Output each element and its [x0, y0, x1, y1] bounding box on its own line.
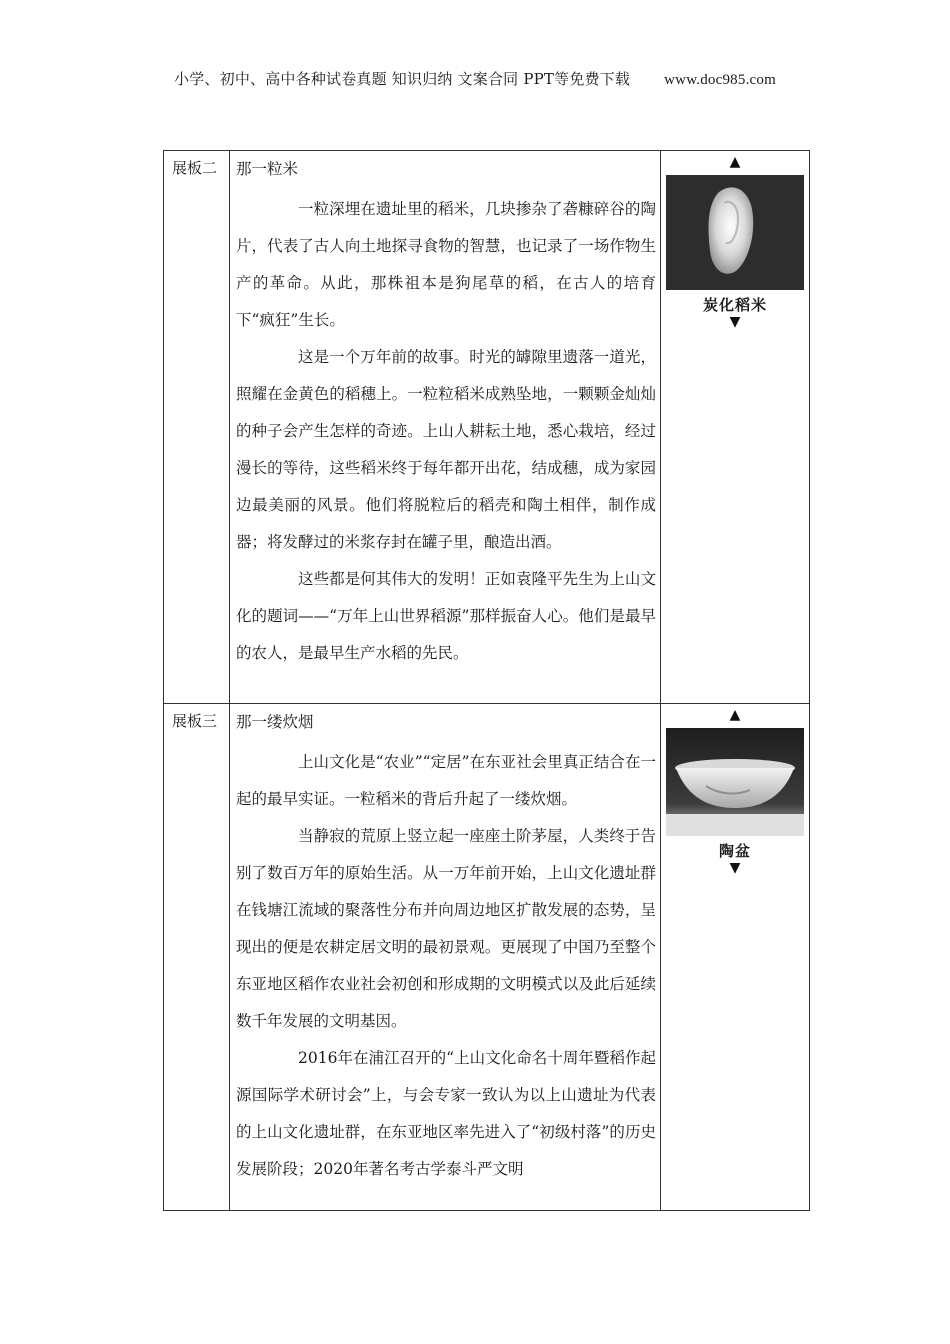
paragraph: 当静寂的荒原上竖立起一座座土阶茅屋，人类终于告别了数百万年的原始生活。从一万年前开始，上山文化遗址群在钱塘江流域的聚落性分布并向周边地区扩散发展的态势，呈现出的便是农耕定居文明的最初景观。更展现了中国乃至整个东亚地区稻作农业社会初创和形成期的文明模式以及此后延续数千年发展的文明基因。 [236, 827, 656, 1030]
board-content-cell [230, 704, 661, 1211]
pottery-basin-photo [666, 728, 804, 836]
paragraph: 这些都是何其伟大的发明！正如袁隆平先生为上山文化的题词——“万年上山世界稻源”那样振奋人心。他们是最早的农人，是最早生产水稻的先民。 [236, 570, 656, 662]
exhibit-table [163, 150, 810, 1211]
header-text: 小学、初中、高中各种试卷真题 知识归纳 文案合同 PPT等免费下载 [174, 70, 631, 88]
paragraph: 2016年在浦江召开的“上山文化命名十周年暨稻作起源国际学术研讨会”上，与会专家一致认为以上山遗址为代表的上山文化遗址群，在东亚地区率先进入了“初级村落”的历史发展阶段；2020年著名考古学泰斗严文明 [236, 1049, 656, 1178]
board-image-cell [661, 151, 810, 704]
board-label-cell [164, 704, 230, 1211]
paragraph: 一粒深埋在遗址里的稻米，几块掺杂了砻糠碎谷的陶片，代表了古人向土地探寻食物的智慧，也记录了一场作物生产的革命。从此，那株祖本是狗尾草的稻，在古人的培育下“疯狂”生长。 [236, 200, 656, 329]
arrow-up-icon: ▲ [729, 707, 741, 723]
image-caption: 陶盆 [718, 842, 751, 860]
carbonized-rice-photo [666, 175, 804, 290]
board-label-cell [164, 151, 230, 704]
board-content-cell [230, 151, 661, 704]
board-row [164, 704, 810, 1211]
board-subtitle: 那一粒米 [236, 160, 299, 178]
board-row [164, 151, 810, 704]
arrow-down-icon: ▼ [729, 860, 741, 876]
carbonized-rice-image [666, 175, 804, 290]
page-header [0, 68, 950, 89]
arrow-up-icon: ▲ [729, 154, 741, 170]
board-image-cell [661, 704, 810, 1211]
paragraph: 上山文化是“农业”“定居”在东亚社会里真正结合在一起的最早实证。一粒稻米的背后升起了一缕炊烟。 [236, 753, 656, 808]
board-label: 展板二 [172, 159, 218, 177]
paragraph: 这是一个万年前的故事。时光的罅隙里遗落一道光，照耀在金黄色的稻穗上。一粒粒稻米成熟坠地，一颗颗金灿灿的种子会产生怎样的奇迹。上山人耕耘土地，悉心栽培，经过漫长的等待，这些稻米终于每年都开出花，结成穗，成为家园边最美丽的风景。他们将脱粒后的稻壳和陶土相伴，制作成器；将发酵过的米浆存封在罐子里，酿造出酒。 [236, 348, 656, 551]
image-caption: 炭化稻米 [702, 296, 767, 314]
arrow-down-icon: ▼ [729, 314, 741, 330]
pottery-basin-image [666, 728, 804, 836]
header-site: www.doc985.com [664, 72, 776, 88]
board-subtitle: 那一缕炊烟 [236, 713, 314, 731]
board-label: 展板三 [172, 712, 218, 730]
